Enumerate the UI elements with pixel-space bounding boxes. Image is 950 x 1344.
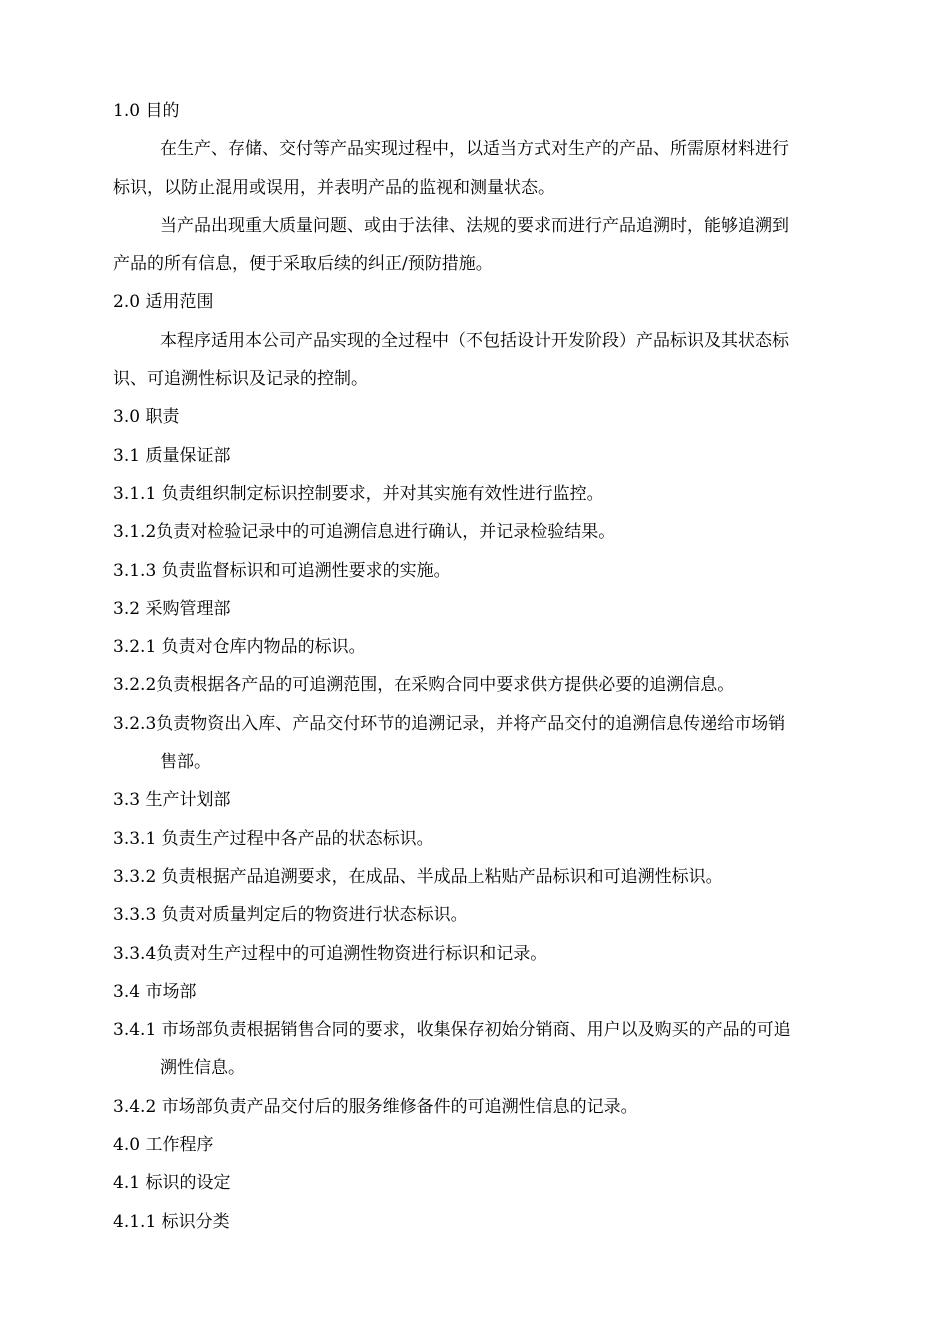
subsection-heading: 4.1 标识的设定	[113, 1173, 231, 1194]
paragraph-line: 标识，以防止混用或误用，并表明产品的监视和测量状态。	[113, 177, 555, 198]
section-heading-responsibilities: 3.0 职责	[113, 407, 180, 428]
list-item: 3.1.2负责对检验记录中的可追溯信息进行确认，并记录检验结果。	[113, 522, 616, 543]
list-item-continuation: 售部。	[160, 752, 211, 773]
document-body	[113, 92, 870, 1241]
list-item: 3.3.4负责对生产过程中的可追溯性物资进行标识和记录。	[113, 943, 548, 964]
subsection-heading: 4.1.1 标识分类	[113, 1211, 230, 1232]
paragraph-line: 当产品出现重大质量问题、或由于法律、法规的要求而进行产品追溯时，能够追溯到	[160, 215, 789, 236]
list-item-continuation: 溯性信息。	[160, 1058, 245, 1079]
list-item: 3.3.2 负责根据产品追溯要求，在成品、半成品上粘贴产品标识和可追溯性标识。	[113, 866, 723, 887]
paragraph-line: 在生产、存储、交付等产品实现过程中，以适当方式对生产的产品、所需原材料进行	[160, 139, 789, 160]
paragraph-line: 本程序适用本公司产品实现的全过程中（不包括设计开发阶段）产品标识及其状态标	[160, 330, 789, 351]
section-heading-procedure: 4.0 工作程序	[113, 1135, 214, 1156]
list-item: 3.2.2负责根据各产品的可追溯范围，在采购合同中要求供方提供必要的追溯信息。	[113, 675, 735, 696]
subsection-heading: 3.4 市场部	[113, 981, 197, 1002]
list-item: 3.2.1 负责对仓库内物品的标识。	[113, 637, 366, 658]
subsection-heading: 3.3 生产计划部	[113, 790, 231, 811]
section-heading-scope: 2.0 适用范围	[113, 292, 214, 313]
paragraph-line: 识、可追溯性标识及记录的控制。	[113, 369, 368, 390]
list-item: 3.3.3 负责对质量判定后的物资进行状态标识。	[113, 905, 468, 926]
list-item: 3.4.1 市场部负责根据销售合同的要求，收集保存初始分销商、用户以及购买的产品的可追	[113, 1020, 791, 1041]
subsection-heading: 3.1 质量保证部	[113, 445, 231, 466]
paragraph-line: 产品的所有信息，便于采取后续的纠正/预防措施。	[113, 254, 493, 275]
list-item: 3.3.1 负责生产过程中各产品的状态标识。	[113, 828, 434, 849]
subsection-heading: 3.2 采购管理部	[113, 598, 231, 619]
section-heading-purpose: 1.0 目的	[113, 101, 180, 121]
list-item: 3.1.1 负责组织制定标识控制要求，并对其实施有效性进行监控。	[113, 483, 604, 504]
list-item: 3.4.2 市场部负责产品交付后的服务维修备件的可追溯性信息的记录。	[113, 1096, 638, 1117]
list-item: 3.2.3负责物资出入库、产品交付环节的追溯记录，并将产品交付的追溯信息传递给市场销	[113, 713, 786, 734]
list-item: 3.1.3 负责监督标识和可追溯性要求的实施。	[113, 560, 451, 581]
